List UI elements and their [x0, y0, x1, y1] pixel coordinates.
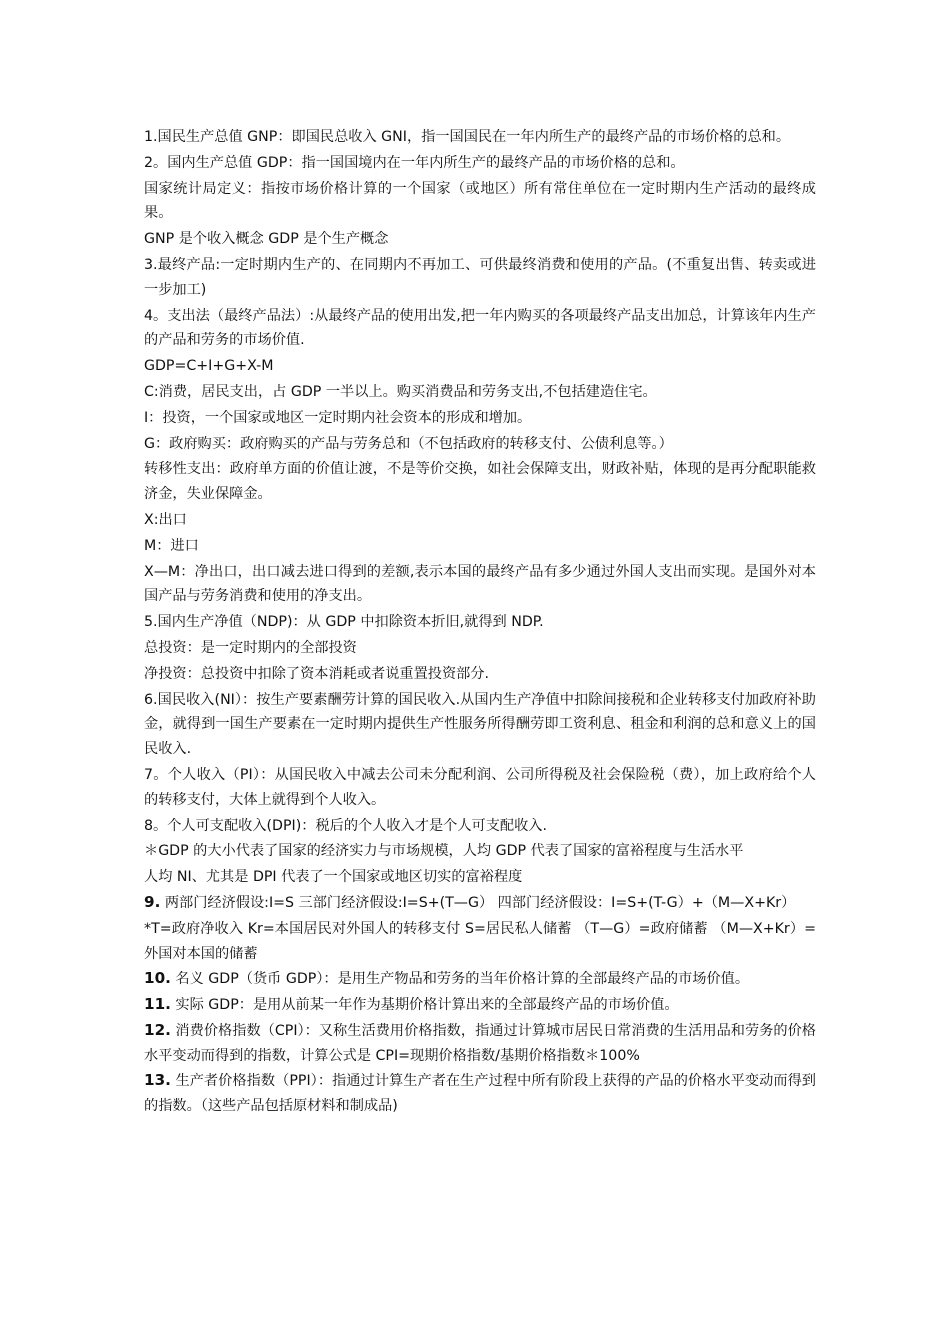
paragraph-text: 人均 NI、尤其是 DPI 代表了一个国家或地区切实的富裕程度: [144, 869, 523, 886]
paragraph: [144, 687, 816, 762]
paragraph-text: 国家统计局定义：指按市场价格计算的一个国家（或地区）所有常住单位在一定时期内生产活动的最终成果。: [144, 180, 816, 222]
document-body: [144, 124, 816, 1119]
paragraph-text: X:出口: [144, 511, 187, 528]
paragraph-text: 6.国民收入(NI）：按生产要素酬劳计算的国民收入.从国内生产净值中扣除间接税和企业转移支付加政府补助金，就得到一国生产要素在一定时期内提供生产性服务所得酬劳即工资利息、租金和利润的总和意义上的国民收入.: [144, 691, 816, 758]
paragraph-text: 8。个人可支配收入(DPI)：税后的个人收入才是个人可支配收入.: [144, 817, 547, 834]
paragraph: [144, 966, 816, 992]
paragraph-text: GDP=C+I+G+X-M: [144, 358, 274, 375]
paragraph-text: 净投资：总投资中扣除了资本消耗或者说重置投资部分.: [144, 665, 490, 682]
item-number: 9.: [144, 892, 161, 911]
paragraph: [144, 226, 816, 252]
paragraph: [144, 252, 816, 303]
paragraph: [144, 303, 816, 354]
paragraph: [144, 992, 816, 1018]
paragraph: [144, 379, 816, 405]
item-number: 10.: [144, 969, 171, 988]
paragraph-text: *T=政府净收入 Kr=本国居民对外国人的转移支付 S=居民私人储蓄 （T—G）=政府储蓄 （M—X+Kr）=外国对本国的储蓄: [144, 920, 816, 962]
paragraph: [144, 124, 816, 150]
paragraph: [144, 864, 816, 890]
paragraph-text: C:消费，居民支出，占 GDP 一半以上。购买消费品和劳务支出,不包括建造住宅。: [144, 383, 657, 400]
paragraph-text: 5.国内生产净值（NDP)：从 GDP 中扣除资本折旧,就得到 NDP.: [144, 614, 544, 631]
paragraph: [144, 456, 816, 507]
paragraph-text: 2。国内生产总值 GDP：指一国国境内在一年内所生产的最终产品的市场价格的总和。: [144, 154, 685, 171]
paragraph: [144, 635, 816, 661]
paragraph-text: 名义 GDP（货币 GDP）：是用生产物品和劳务的当年价格计算的全部最终产品的市场价值。: [170, 971, 750, 988]
paragraph: [144, 150, 816, 176]
paragraph-text: X—M：净出口，出口减去进口得到的差额,表示本国的最终产品有多少通过外国人支出而实现。是国外对本国产品与劳务消费和使用的净支出。: [144, 563, 816, 605]
paragraph: [144, 1018, 816, 1069]
paragraph-text: 4。支出法（最终产品法）:从最终产品的使用出发,把一年内购买的各项最终产品支出加总，计算该年内生产的产品和劳务的市场价值.: [144, 307, 816, 349]
paragraph-text: 3.最终产品:一定时期内生产的、在同期内不再加工、可供最终消费和使用的产品。(不重复出售、转卖或进一步加工): [144, 256, 816, 298]
paragraph-text: I：投资，一个国家或地区一定时期内社会资本的形成和增加。: [144, 409, 532, 426]
paragraph: [144, 507, 816, 533]
paragraph-text: M：进口: [144, 537, 199, 554]
paragraph: [144, 405, 816, 431]
paragraph-text: ＊GDP 的大小代表了国家的经济实力与市场规模，人均 GDP 代表了国家的富裕程度与生活水平: [144, 843, 744, 860]
paragraph: [144, 762, 816, 813]
item-number: 11.: [144, 995, 171, 1014]
paragraph-text: 实际 GDP：是用从前某一年作为基期价格计算出来的全部最终产品的市场价值。: [170, 997, 679, 1014]
paragraph-text: G：政府购买：政府购买的产品与劳务总和（不包括政府的转移支付、公债利息等。）: [144, 435, 673, 452]
paragraph-text: 总投资：是一定时期内的全部投资: [144, 639, 357, 656]
paragraph-text: 转移性支出：政府单方面的价值让渡，不是等价交换，如社会保障支出，财政补贴，体现的是再分配职能救济金，失业保障金。: [144, 461, 816, 503]
paragraph-text: 消费价格指数（CPI）：又称生活费用价格指数，指通过计算城市居民日常消费的生活用品和劳务的价格水平变动而得到的指数，计算公式是 CPI=现期价格指数/基期价格指数＊100%: [144, 1022, 816, 1064]
paragraph: [144, 916, 816, 967]
paragraph-text: 两部门经济假设:I=S 三部门经济假设:I=S+(T—G） 四部门经济假设：I=S+(T-G）+（M—X+Kr）: [160, 894, 796, 911]
paragraph: [144, 1068, 816, 1119]
paragraph-text: GNP 是个收入概念 GDP 是个生产概念: [144, 231, 389, 248]
item-number: 13.: [144, 1071, 171, 1090]
paragraph: [144, 609, 816, 635]
paragraph-text: 1.国民生产总值 GNP：即国民总收入 GNI，指一国国民在一年内所生产的最终产品的市场价格的总和。: [144, 129, 791, 145]
paragraph: [144, 353, 816, 379]
paragraph-text: 生产者价格指数（PPI）：指通过计算生产者在生产过程中所有阶段上获得的产品的价格水平变动而得到的指数。（这些产品包括原材料和制成品): [144, 1073, 816, 1115]
item-number: 12.: [144, 1020, 171, 1039]
paragraph: [144, 533, 816, 559]
paragraph: [144, 431, 816, 457]
paragraph: [144, 838, 816, 864]
paragraph: [144, 176, 816, 227]
paragraph: [144, 813, 816, 839]
paragraph-text: 7。个人收入（PI）：从国民收入中减去公司未分配利润、公司所得税及社会保险税（费），加上政府给个人的转移支付，大体上就得到个人收入。: [144, 766, 816, 808]
paragraph: [144, 661, 816, 687]
paragraph: [144, 890, 816, 916]
paragraph: [144, 559, 816, 610]
